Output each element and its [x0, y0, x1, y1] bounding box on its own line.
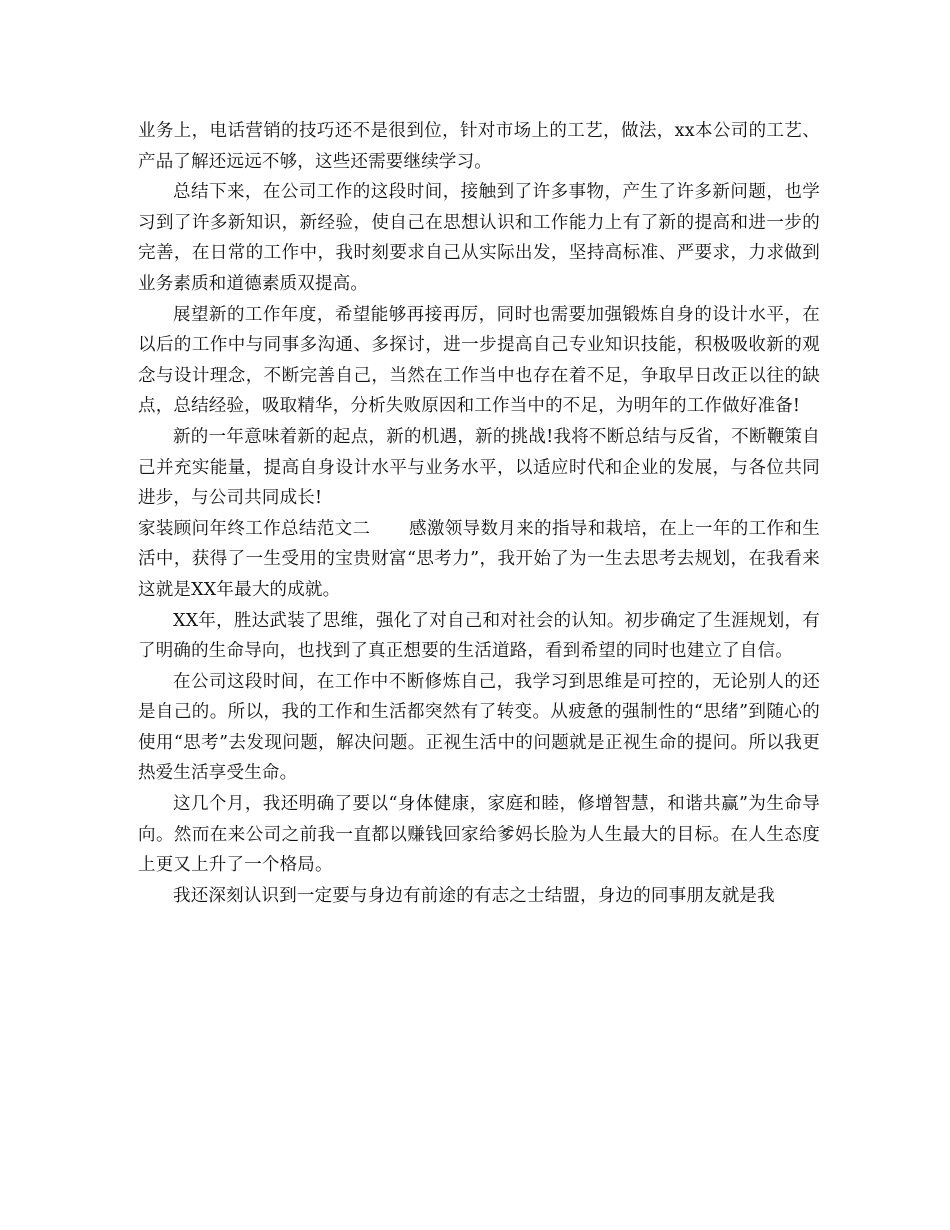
document-body [138, 116, 820, 911]
paragraph-life-direction: 这几个月，我还明确了要以“身体健康，家庭和睦，修增智慧，和谐共赢”为生命导向。然而在来公司之前我一直都以赚钱回家给爹妈长脸为人生最大的目标。在人生态度上更又上升了一个格局。 [138, 794, 820, 876]
paragraph-summary: 总结下来，在公司工作的这段时间，接触到了许多事物，产生了许多新问题，也学习到了许多新知识，新经验，使自己在思想认识和工作能力上有了新的提高和进一步的完善，在日常的工作中，我时刻要求自己从实际出发，坚持高标准、严要求，力求做到业务素质和道德素质双提高。 [138, 182, 820, 294]
paragraph-business-skills: 业务上，电话营销的技巧还不是很到位，针对市场上的工艺，做法，xx本公司的工艺、产品了解还远远不够，这些还需要继续学习。 [138, 121, 820, 172]
paragraph-gratitude-text: 感激领导数月来的指导和栽培，在上一年的工作和生活中，获得了一生受用的宝贵财富“思考力”，我开始了为一生去思考去规划，在我看来这就是XX年最大的成就。 [138, 518, 820, 600]
paragraph-self-improvement: 在公司这段时间，在工作中不断修炼自己，我学习到思维是可控的，无论别人的还是自己的。所以，我的工作和生活都突然有了转变。从疲惫的强制性的“思绪”到随心的使用“思考”去发现问题，解决问题。正视生活中的问题就是正视生命的提问。所以我更热爱生活享受生命。 [138, 671, 820, 784]
paragraph-outlook: 展望新的工作年度，希望能够再接再厉，同时也需要加强锻炼自身的设计水平，在以后的工作中与同事多沟通、多探讨，进一步提高自己专业知识技能，积极吸收新的观念与设计理念，不断完善自己，当然在工作当中也存在着不足，争取早日改正以往的缺点，总结经验，吸取精华，分析失败原因和工作当中的不足，为明年的工作做好准备! [138, 304, 820, 417]
paragraph-alliance: 我还深刻认识到一定要与身边有前途的有志之士结盟，身边的同事朋友就是我 [173, 885, 775, 906]
paragraph-xx-year: XX年，胜达武装了思维，强化了对自己和对社会的认知。初步确定了生涯规划，有了明确的生命导向，也找到了真正想要的生活道路，看到希望的同时也建立了自信。 [138, 610, 820, 662]
section-heading: 家装顾问年终工作总结范文二 [138, 518, 371, 539]
paragraph-new-year: 新的一年意味着新的起点，新的机遇，新的挑战!我将不断总结与反省，不断鞭策自己并充实能量，提高自身设计水平与业务水平，以适应时代和企业的发展，与各位共同进步，与公司共同成长! [138, 426, 820, 509]
paragraph-sample-two [138, 514, 820, 606]
